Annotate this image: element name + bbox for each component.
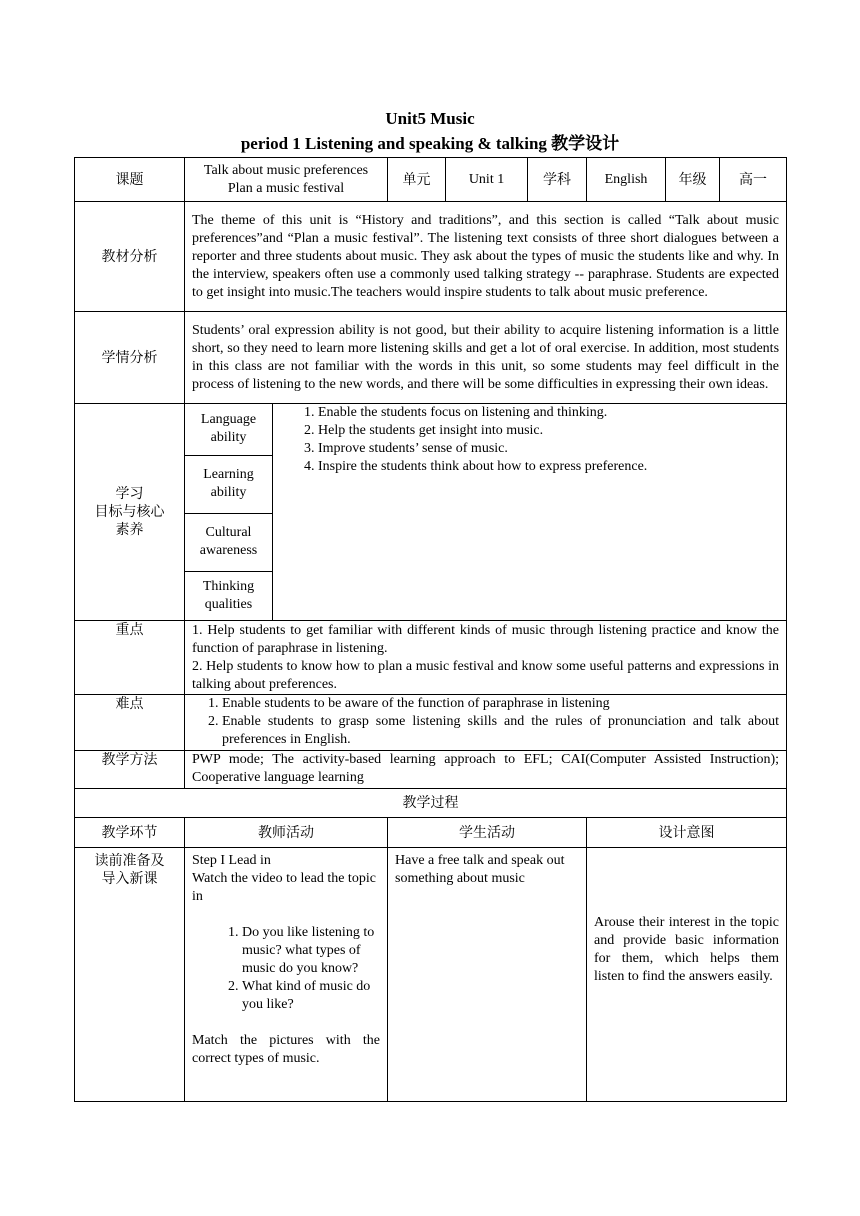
stage-cell [75, 848, 185, 1102]
methods-row [75, 751, 787, 789]
teacher-questions-list [192, 924, 380, 1014]
difficulties-label: 难点 [75, 695, 185, 751]
design-intent-cell: Arouse their interest in the topic and provide basic information for them, which helps them listen to find the answers easily. [587, 848, 787, 1102]
key-point-item-1: 1. Help students to get familiar with different kinds of music through listening practice and know the function of paraphrase in listening. [192, 622, 780, 656]
category-thinking-qualities: Thinking qualities [202, 578, 255, 612]
process-header: 教学过程 [75, 789, 787, 818]
teacher-question: 2. What kind of music do you like? [242, 978, 380, 1014]
objectives-categories-table [185, 404, 272, 620]
difficulty-item: 2. Enable students to grasp some listening skills and the rules of pronunciation and talk about preferences in English. [222, 713, 779, 749]
stage-line-1: 读前准备及 [94, 853, 165, 869]
unit-value: Unit 1 [446, 158, 528, 202]
objective-item: 3. Improve students’ sense of music. [318, 440, 779, 458]
process-header-row [75, 789, 787, 818]
key-points-text [185, 621, 787, 695]
difficulty-item: 1. Enable students to be aware of the function of paraphrase in listening [222, 695, 779, 713]
topic-value [185, 158, 388, 202]
objectives-row [75, 404, 787, 621]
process-columns-row [75, 818, 787, 848]
difficulties-text [185, 695, 787, 751]
category-cultural-awareness: Cultural awareness [185, 513, 272, 571]
student-activity-cell: Have a free talk and speak out something about music [388, 848, 587, 1102]
material-analysis-row [75, 202, 787, 312]
grade-label: 年级 [666, 158, 720, 202]
subtitle-english: period 1 Listening and speaking & talking [240, 134, 552, 153]
key-points-row [75, 621, 787, 695]
col-teacher-header: 教师活动 [185, 818, 388, 848]
col-student-header: 学生活动 [388, 818, 587, 848]
teacher-match: Match the pictures with the correct types of music. [192, 1033, 381, 1066]
difficulties-list [192, 695, 779, 749]
objectives-list [280, 404, 779, 476]
objectives-label-line-3: 素养 [115, 522, 144, 538]
key-point-item-2: 2. Help students to know how to plan a music festival and know some useful patterns and expressions in talking about preferences. [192, 658, 780, 692]
key-points-label: 重点 [75, 621, 185, 695]
grade-value: 高一 [720, 158, 787, 202]
category-language-ability: Language ability [185, 404, 272, 455]
methods-text: PWP mode; The activity-based learning approach to EFL; CAI(Computer Assisted Instruction); Cooperative language learning [185, 751, 787, 789]
process-row [75, 848, 787, 1102]
topic-label: 课题 [75, 158, 185, 202]
objective-item: 4. Inspire the students think about how to express preference. [318, 458, 779, 476]
stage-line-2: 导入新课 [101, 871, 158, 887]
topic-line-2: Plan a music festival [227, 180, 345, 196]
difficulties-row [75, 695, 787, 751]
header-row [75, 158, 787, 202]
teacher-watch: Watch the video to lead the topic in [192, 871, 376, 904]
unit-label: 单元 [388, 158, 446, 202]
student-analysis-row [75, 312, 787, 404]
subject-value: English [587, 158, 666, 202]
col-intent-header: 设计意图 [587, 818, 787, 848]
document-title: Unit5 Music [385, 109, 475, 128]
objective-item: 2. Help the students get insight into music. [318, 422, 779, 440]
material-analysis-label: 教材分析 [75, 202, 185, 312]
objectives-categories [185, 404, 273, 621]
methods-label: 教学方法 [75, 751, 185, 789]
teacher-activity-cell [185, 848, 388, 1102]
topic-line-1: Talk about music preferences [203, 162, 369, 178]
subject-label: 学科 [528, 158, 587, 202]
teacher-question: 1. Do you like listening to music? what types of music do you know? [242, 924, 380, 978]
objectives-items [273, 404, 787, 621]
objectives-label-line-2: 目标与核心 [94, 504, 165, 520]
teacher-step: Step I Lead in [192, 853, 271, 868]
objectives-label-line-1: 学习 [115, 486, 144, 502]
category-learning-ability: Learning ability [185, 455, 272, 513]
student-analysis-label: 学情分析 [75, 312, 185, 404]
material-analysis-text: The theme of this unit is “History and traditions”, and this section is called “Talk about music preferences”and “Plan a music festival”. The listening text consists of three short dialogues between a reporter and three students about music. They ask about the types of music the students like and why. In the interview, speakers often use a commonly used talking strategy -- paraphrase. Students are expected to get insight into music.The teachers would inspire students to talk about music preference. [185, 202, 787, 312]
document-subtitle [0, 132, 860, 156]
objective-item: 1. Enable the students focus on listening and thinking. [318, 404, 779, 422]
lesson-plan-table [74, 157, 787, 1102]
student-analysis-text: Students’ oral expression ability is not good, but their ability to acquire listening information is a little short, so they need to learn more listening skills and get a lot of oral exercise. In addition, most students in this class are not familiar with the words in this unit, so some students may feel difficult in the process of listening to the new words, and there will be some difficulties in expressing their own ideas. [185, 312, 787, 404]
subtitle-chinese: 教学设计 [551, 134, 620, 154]
col-stage-header: 教学环节 [75, 818, 185, 848]
objectives-label [75, 404, 185, 621]
